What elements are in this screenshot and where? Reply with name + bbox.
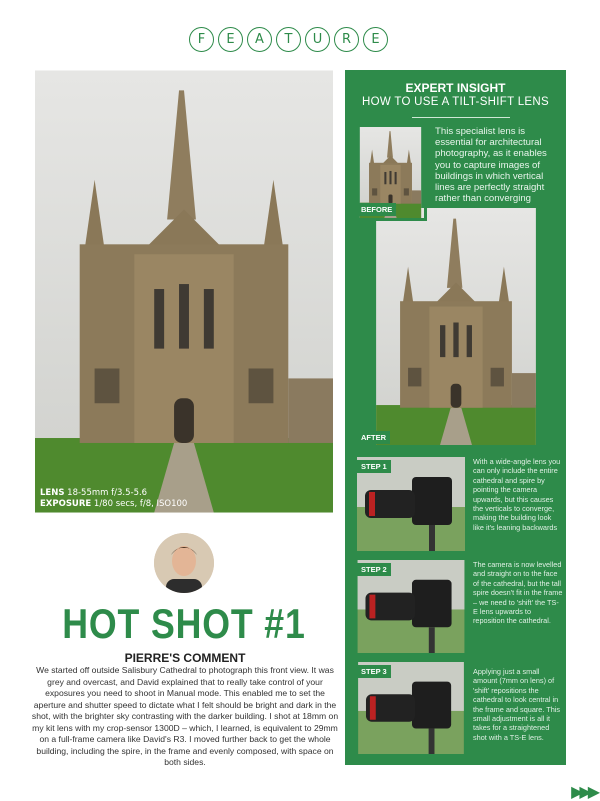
divider [412,117,510,118]
comment-body: We started off outside Salisbury Cathedral to photograph this front view. It was grey and overcast, and David explained that to really take control of your exposures you need to shoot in Manual mode. This enabled me to set the aperture and shutter speed to dictate what I felt should be bright and dark in the shot, with the brighter sky contrasting with the darker building. I shot at 18mm on my kit lens with my crop-sensor 1300D – which, I learned, is equivalent to 29mm on a full-frame camera like David's R3. I moved further back to get the whole building, including the spire, in the frame and evenly composed, with space on both sides. [31,665,339,767]
feature-letter: A [247,27,272,52]
main-cathedral-photo [35,70,333,513]
feature-letter: F [189,27,214,52]
page-title: HOT SHOT #1 [62,600,306,647]
panel-intro: This specialist lens is essential for architectural photography, as it enables you to capture images of buildings in which vertical lines are perfectly straight rather than converging [435,126,547,205]
feature-letter: U [305,27,330,52]
expert-insight-panel [345,70,566,765]
step-2-label: STEP 2 [357,563,391,576]
exposure-label: EXPOSURE [40,499,92,509]
lens-label: LENS [40,488,65,498]
panel-kicker: EXPERT INSIGHT [405,81,506,95]
after-label: AFTER [357,431,390,444]
comment-heading: PIERRE'S COMMENT [124,651,246,665]
feature-letter: E [218,27,243,52]
step-1-label: STEP 1 [357,460,391,473]
feature-letter: R [334,27,359,52]
avatar [154,533,214,593]
before-label: BEFORE [357,203,396,216]
lens-value: 18-55mm f/3.5-5.6 [67,488,148,498]
after-photo [357,208,555,445]
next-page-arrows[interactable]: ▶▶▶ [571,782,596,801]
step-1-text: With a wide-angle lens you can only include the entire cathedral and spire by pointing the camera upwards, but this causes the verticals to converge, making the building look like it's leaning backwards [473,457,561,532]
feature-badge [189,27,388,52]
step-2-text: The camera is now levelled and straight on to the face of the cathedral, but the tall spire doesn't fit in the frame – we need to 'shift' the TS-E lens upwards to reposition the cathedral. [473,560,563,626]
photo-caption [40,488,187,510]
feature-letter: T [276,27,301,52]
panel-heading: HOW TO USE A TILT-SHIFT LENS [362,96,549,108]
feature-letter: E [363,27,388,52]
step-3-label: STEP 3 [357,665,391,678]
step-3-text: Applying just a small amount (7mm on lens) of 'shift' repositions the cathedral to look central in the frame and square. This small adjustment is all it takes for a straightened shot with a TS-E lens. [473,667,561,742]
exposure-value: 1/80 secs, f/8, ISO100 [93,499,188,509]
